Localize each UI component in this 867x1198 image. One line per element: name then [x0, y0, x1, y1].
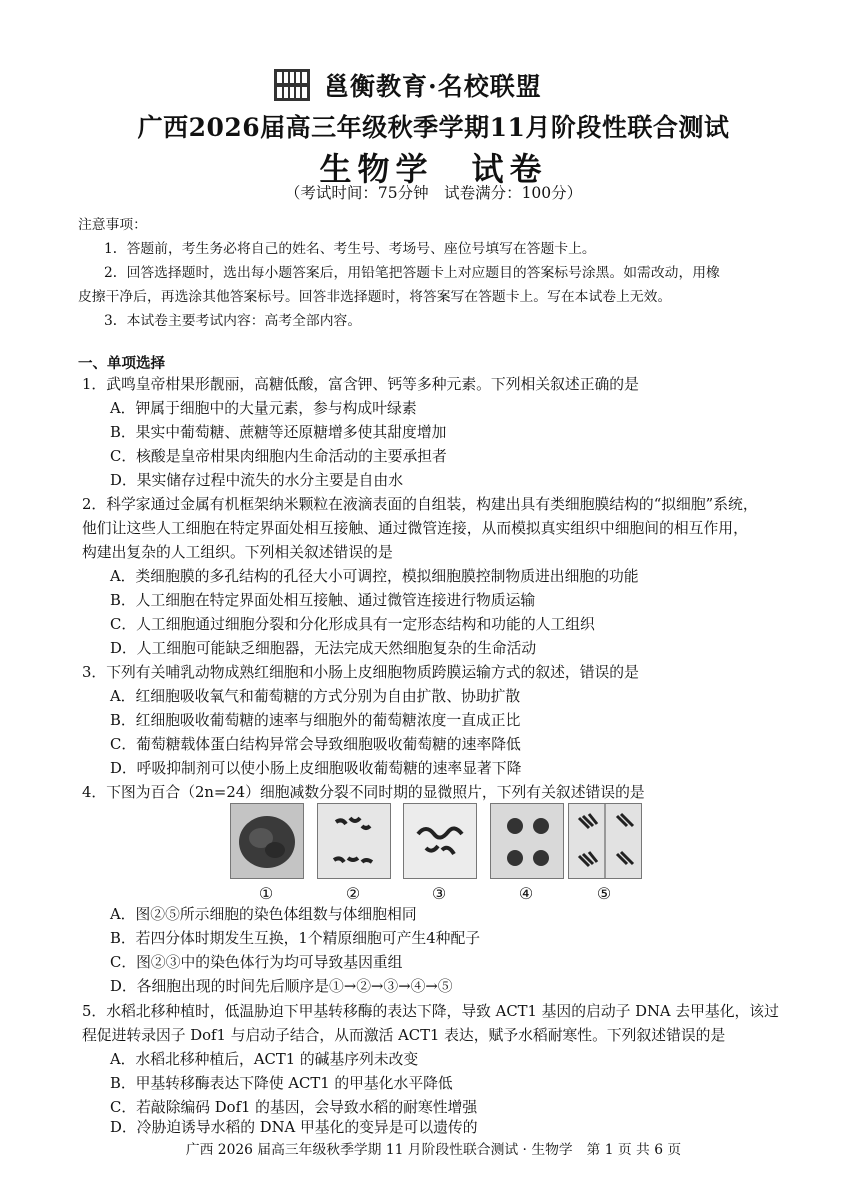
q2-option-b: B．人工细胞在特定界面处相互接触、通过微管连接进行物质运输: [110, 592, 536, 609]
notice-item-3: 3．本试卷主要考试内容：高考全部内容。: [104, 313, 362, 329]
micrograph-label-1: ①: [258, 884, 274, 903]
q4-option-c: C．图②③中的染色体行为均可导致基因重组: [110, 954, 403, 971]
q5-option-d: D．冷胁迫诱导水稻的 DNA 甲基化的变异是可以遗传的: [110, 1119, 478, 1136]
notice-item-1: 1．答题前，考生务必将自己的姓名、考生号、考场号、座位号填写在答题卡上。: [104, 241, 596, 257]
section-heading: 一、单项选择: [78, 356, 165, 372]
q2-option-a: A．类细胞膜的多孔结构的孔径大小可调控，模拟细胞膜控制物质进出细胞的功能: [110, 568, 639, 585]
q3-option-b: B．红细胞吸收葡萄糖的速率与细胞外的葡萄糖浓度一直成正比: [110, 712, 521, 729]
q2-stem-line-3: 构建出复杂的人工组织。下列相关叙述错误的是: [82, 544, 393, 561]
micrograph-label-2: ②: [345, 884, 361, 903]
q2-stem-line-2: 他们让这些人工细胞在特定界面处相互接触、通过微管连接，从而模拟真实组织中细胞间的相互作用，: [82, 520, 748, 537]
micrograph-2: [317, 803, 391, 879]
q3-stem: 3．下列有关哺乳动物成熟红细胞和小肠上皮细胞物质跨膜运输方式的叙述，错误的是: [82, 664, 639, 681]
micrograph-label-3: ③: [431, 884, 447, 903]
q2-stem-line-1: 2．科学家通过金属有机框架纳米颗粒在液滴表面的自组装，构建出具有类细胞膜结构的“拟细胞”系统，: [82, 496, 758, 513]
q4-stem: 4．下图为百合（2n=24）细胞减数分裂不同时期的显微照片，下列有关叙述错误的是: [82, 784, 645, 801]
q3-option-d: D．呼吸抑制剂可以使小肠上皮细胞吸收葡萄糖的速率显著下降: [110, 760, 522, 777]
q4-option-a: A．图②⑤所示细胞的染色体组数与体细胞相同: [110, 906, 417, 923]
q4-option-d: D．各细胞出现的时间先后顺序是①→②→③→④→⑤: [110, 978, 453, 995]
q5-option-c: C．若敲除编码 Dof1 的基因，会导致水稻的耐寒性增强: [110, 1099, 478, 1116]
q3-option-a: A．红细胞吸收氧气和葡萄糖的方式分别为自由扩散、协助扩散: [110, 688, 521, 705]
q2-option-d: D．人工细胞可能缺乏细胞器，无法完成天然细胞复杂的生命活动: [110, 640, 537, 657]
micrograph-5: [568, 803, 642, 879]
micrograph-4: [490, 803, 564, 879]
q5-stem-line-2: 程促进转录因子 Dof1 与启动子结合，从而激活 ACT1 表达，赋予水稻耐寒性。下列叙述错误的是: [82, 1027, 726, 1044]
exam-title: 广西2026届高三年级秋季学期11月阶段性联合测试: [137, 113, 730, 142]
notice-item-2-line-1: 2．回答选择题时，选出每小题答案后，用铅笔把答题卡上对应题目的答案标号涂黑。如需改动，用橡: [104, 265, 720, 281]
page-footer: 广西 2026 届高三年级秋季学期 11 月阶段性联合测试 · 生物学 第 1 页 共 6 页: [185, 1142, 682, 1158]
subject-title: 生物学 试卷: [319, 150, 548, 188]
q2-option-c: C．人工细胞通过细胞分裂和分化形成具有一定形态结构和功能的人工组织: [110, 616, 595, 633]
q1-option-d: D．果实储存过程中流失的水分主要是自由水: [110, 472, 404, 489]
micrograph-label-4: ④: [518, 884, 534, 903]
q1-stem: 1．武鸣皇帝柑果形靓丽，高糖低酸，富含钾、钙等多种元素。下列相关叙述正确的是: [82, 376, 639, 393]
header-brand: [272, 66, 542, 104]
brand-name: 邕衡教育·名校联盟: [324, 72, 542, 101]
q4-option-b: B．若四分体时期发生互换，1个精原细胞可产生4种配子: [110, 930, 481, 947]
micrograph-label-5: ⑤: [596, 884, 612, 903]
q5-option-a: A．水稻北移种植后，ACT1 的碱基序列未改变: [110, 1051, 419, 1068]
micrograph-1: [230, 803, 304, 879]
exam-info: （考试时间：75分钟 试卷满分：100分）: [284, 184, 583, 202]
micrograph-3: [403, 803, 477, 879]
notice-heading: 注意事项：: [78, 217, 147, 233]
q1-option-b: B．果实中葡萄糖、蔗糖等还原糖增多使其甜度增加: [110, 424, 447, 441]
q1-option-a: A．钾属于细胞中的大量元素，参与构成叶绿素: [110, 400, 417, 417]
q5-stem-line-1: 5．水稻北移种植时，低温胁迫下甲基转移酶的表达下降，导致 ACT1 基因的启动子 DNA 去甲基化，该过: [82, 1003, 779, 1020]
notice-item-2-line-2: 皮擦干净后，再选涂其他答案标号。回答非选择题时，将答案写在答题卡上。写在本试卷上无效。: [78, 289, 672, 305]
q1-option-c: C．核酸是皇帝柑果肉细胞内生命活动的主要承担者: [110, 448, 447, 465]
q5-option-b: B．甲基转移酶表达下降使 ACT1 的甲基化水平降低: [110, 1075, 453, 1092]
book-logo-icon: [272, 66, 312, 104]
q3-option-c: C．葡萄糖载体蛋白结构异常会导致细胞吸收葡萄糖的速率降低: [110, 736, 521, 753]
